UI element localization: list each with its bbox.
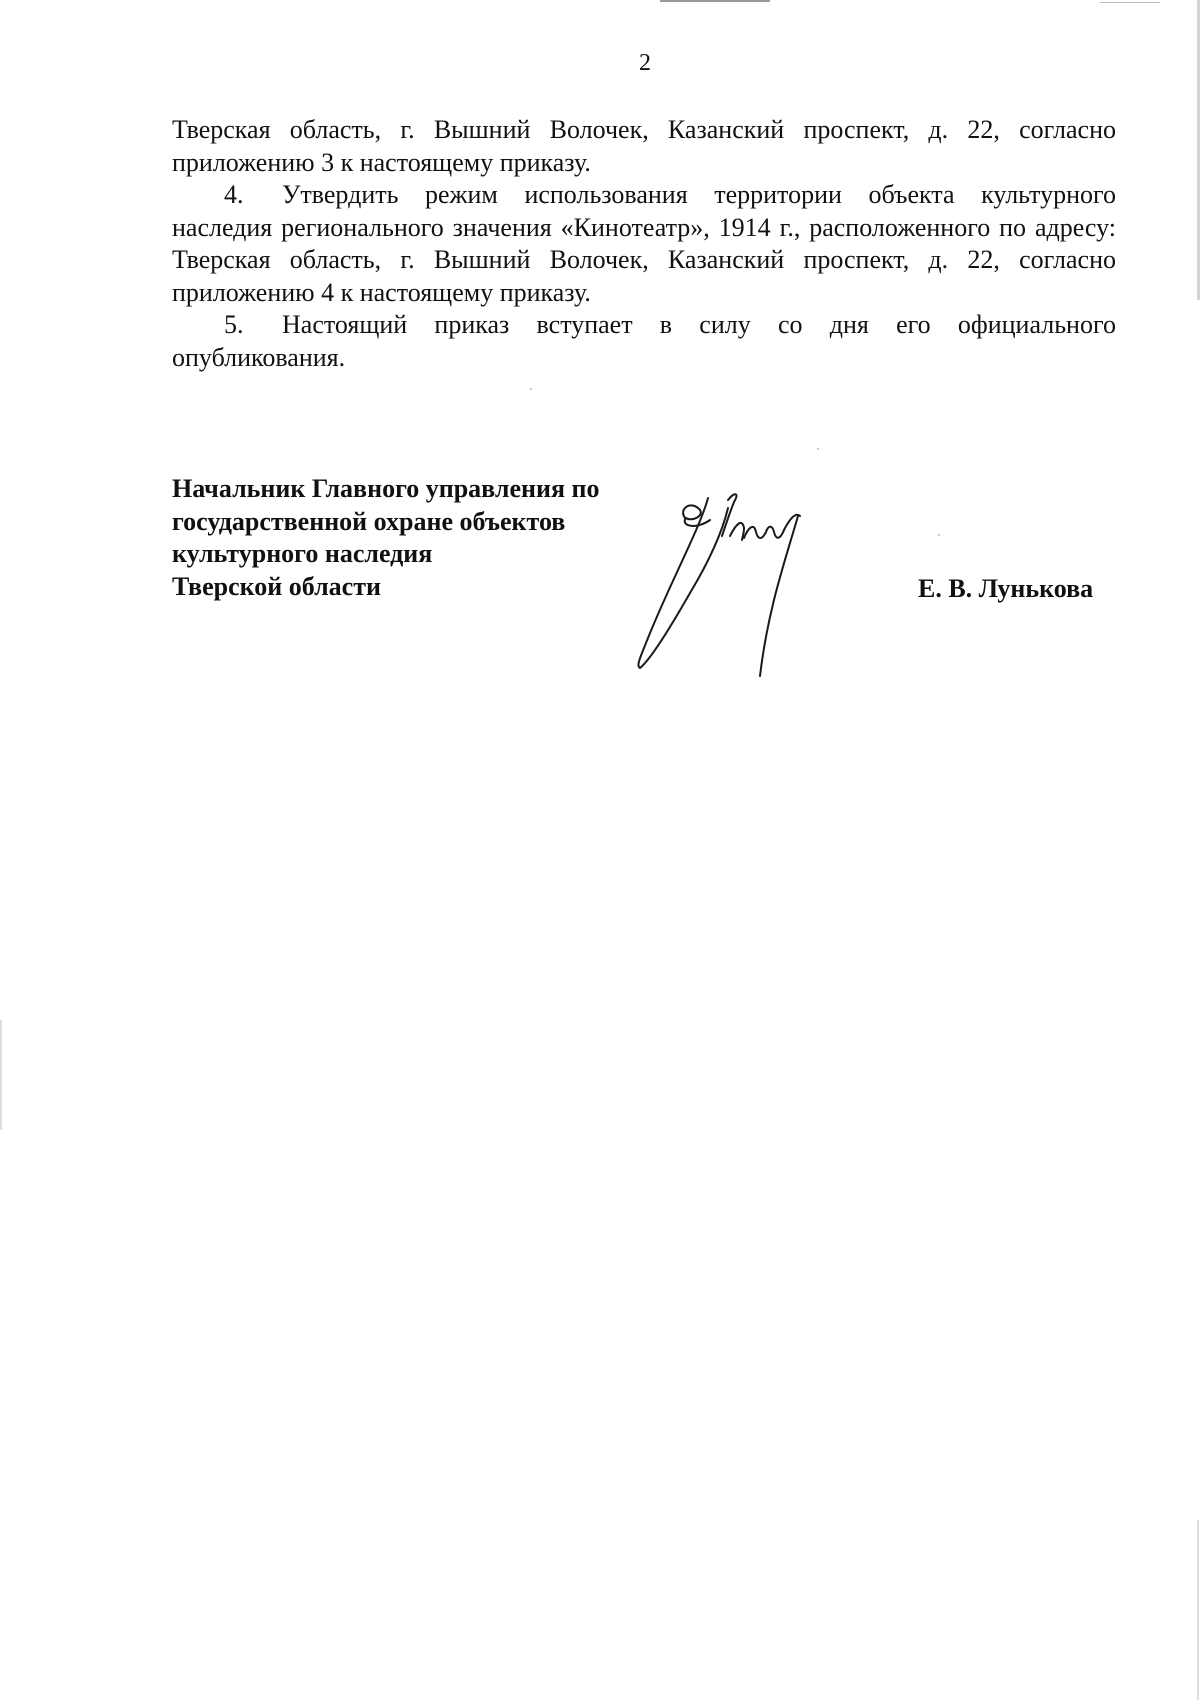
scan-artifact-dot — [817, 448, 819, 450]
scan-artifact-line — [660, 0, 770, 2]
paragraph-number: 4. — [224, 180, 244, 209]
scan-artifact-edge — [1197, 1520, 1199, 1700]
document-body — [172, 114, 1116, 374]
paragraph-continuation — [172, 114, 1116, 179]
paragraph-text: Тверская область, г. Вышний Волочек, Казанский проспект, д. 22, согласно приложению 3 к настоящему приказу. — [172, 115, 1116, 177]
scan-artifact-dot — [1100, 2, 1160, 3]
signatory-title-line: культурного наследия — [172, 539, 433, 568]
signer-name: Е. В. Лунькова — [918, 574, 1094, 603]
handwritten-signature — [630, 488, 860, 678]
scan-artifact-dot — [938, 534, 940, 536]
paragraph-number: 5. — [224, 310, 244, 339]
paragraph-item-4 — [172, 179, 1116, 309]
signatory-title — [172, 473, 600, 603]
signatory-title-line: Тверской области — [172, 571, 381, 601]
page-number: 2 — [639, 50, 651, 76]
paragraph-text: Утвердить режим использования территории объекта культурного наследия регионального значения «Кинотеатр», 1914 г., расположенного по адресу: Тверская область, г. Вышний Волочек, Казанский проспект, д. 22, согласно приложению 4 к настоящему приказу. — [172, 180, 1116, 307]
signatory-title-line: государственной охране объектов — [172, 506, 566, 536]
scan-artifact-edge — [0, 1020, 2, 1130]
signatory-title-line: Начальник Главного управления по — [172, 474, 600, 503]
paragraph-item-5 — [172, 309, 1116, 374]
paragraph-text: Настоящий приказ вступает в силу со дня его официального опубликования. — [172, 310, 1116, 372]
scan-artifact-dot — [530, 388, 532, 390]
